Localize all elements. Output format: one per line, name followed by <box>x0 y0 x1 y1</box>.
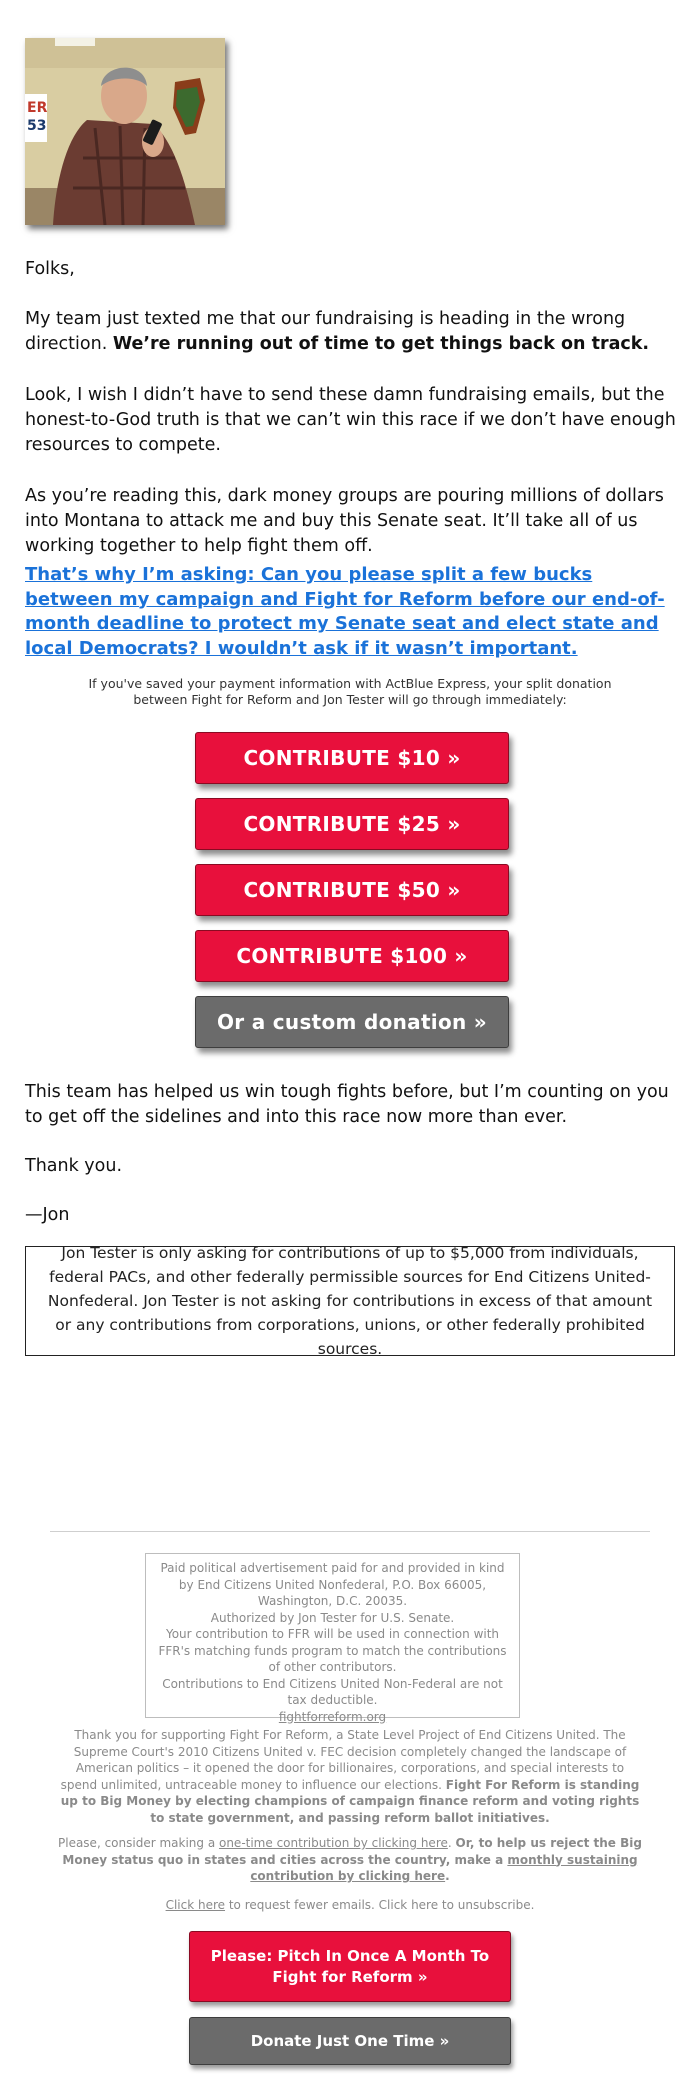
thank-you: Thank you. <box>25 1156 123 1176</box>
monthly-contribution-link[interactable]: monthly sustaining contribution by clicking here <box>250 1852 638 1883</box>
signature: —Jon <box>25 1205 70 1225</box>
paragraph-fundraising-emphasis: We’re running out of time to get things back on track. <box>112 334 650 354</box>
contribute-25-button[interactable]: CONTRIBUTE $25 » <box>195 798 509 850</box>
contribution-disclaimer-text: Jon Tester is only asking for contributions of up to $5,000 from individuals, federal PACs, and other federally permissible sources for End Citizens United-Nonfederal. Jon Tester is not asking for contributions in excess of that amount or any contributions from corporations, unions, or other federally prohibited sources. <box>47 1244 653 1358</box>
tax-deductible-line: Contributions to End Citizens United Non-Federal are not tax deductible. <box>162 1676 503 1707</box>
paragraph-fundraising <box>25 307 680 357</box>
sender-photo <box>25 38 225 225</box>
photo-illustration <box>25 38 225 225</box>
consider-separator: . <box>447 1836 456 1850</box>
consider-emphasis: Or, to help us reject the Big Money status quo in states and cities across the country, make a <box>62 1836 642 1867</box>
one-time-contribution-link[interactable]: one-time contribution by clicking here <box>218 1836 448 1850</box>
one-time-donation-button[interactable]: Donate Just One Time » <box>189 2017 511 2065</box>
donation-ask-link[interactable]: That’s why I’m asking: Can you please split a few bucks between my campaign and Fight for Reform before our end-of-month deadline to protect my Senate seat and elect state and local Democrats? I wouldn’t ask if it wasn’t important. <box>25 564 665 659</box>
custom-donation-button[interactable]: Or a custom donation » <box>195 996 509 1048</box>
about-emphasis: Fight For Reform is standing up to Big Money by electing champions of campaign finance reform and voting rights to state government, and passing reform ballot initiatives. <box>60 1777 640 1825</box>
paragraph-honest-truth: Look, I wish I didn’t have to send these damn fundraising emails, but the honest-to-God truth is that we can’t win this race if we don’t have enough resources to compete. <box>25 385 676 455</box>
about-fight-for-reform <box>58 1727 642 1826</box>
sign-text-line1: ER <box>27 100 48 116</box>
paid-for-line: Paid political advertisement paid for and provided in kind by End Citizens United Nonfederal, P.O. Box 66005, Washington, D.C. 20035. <box>160 1561 505 1608</box>
consider-end: . <box>445 1869 450 1883</box>
matching-funds-line: Your contribution to FFR will be used in connection with FFR's matching funds program to match the contributions of other contributors. <box>158 1627 507 1674</box>
contribute-100-button[interactable]: CONTRIBUTE $100 » <box>195 930 509 982</box>
site-link[interactable]: fightforreform.org <box>278 1709 387 1724</box>
greeting: Folks, <box>25 259 75 279</box>
paid-for-box <box>145 1553 520 1724</box>
actblue-express-note: If you've saved your payment information with ActBlue Express, your split donation between Fight for Reform and Jon Tester will go through immediately: <box>88 676 612 707</box>
sign-text-line2: 53 <box>27 118 47 134</box>
email-preferences <box>58 1897 642 1914</box>
paragraph-sidelines: This team has helped us win tough fights before, but I’m counting on you to get off the sidelines and into this race now more than ever. <box>25 1082 669 1127</box>
authorized-by-line: Authorized by Jon Tester for U.S. Senate. <box>210 1610 455 1625</box>
contribute-10-button[interactable]: CONTRIBUTE $10 » <box>195 732 509 784</box>
paragraph-fundraising-text: My team just texted me that our fundraising is heading in the wrong direction. <box>25 309 626 354</box>
fewer-emails-text: to request fewer emails. Click here to unsubscribe. <box>225 1898 535 1912</box>
fewer-emails-link[interactable]: Click here <box>165 1898 226 1912</box>
contribution-disclaimer <box>25 1246 675 1356</box>
about-text: Thank you for supporting Fight For Reform, a State Level Project of End Citizens United. The Supreme Court's 2010 Citizens United v. FEC decision completely changed the landscape of American politics – it opened the door for billionaires, corporations, and special interests to spend unlimited, untraceable money to influence our elections. <box>60 1728 627 1792</box>
contribute-50-button[interactable]: CONTRIBUTE $50 » <box>195 864 509 916</box>
paragraph-dark-money: As you’re reading this, dark money groups are pouring millions of dollars into Montana to attack me and buy this Senate seat. It’ll take all of us working together to help fight them off. <box>25 486 664 556</box>
footer-divider <box>50 1531 650 1532</box>
monthly-donation-button[interactable]: Please: Pitch In Once A Month To Fight for Reform » <box>189 1931 511 2002</box>
consider-text: Please, consider making a <box>58 1836 219 1850</box>
contribution-options <box>58 1835 642 1885</box>
